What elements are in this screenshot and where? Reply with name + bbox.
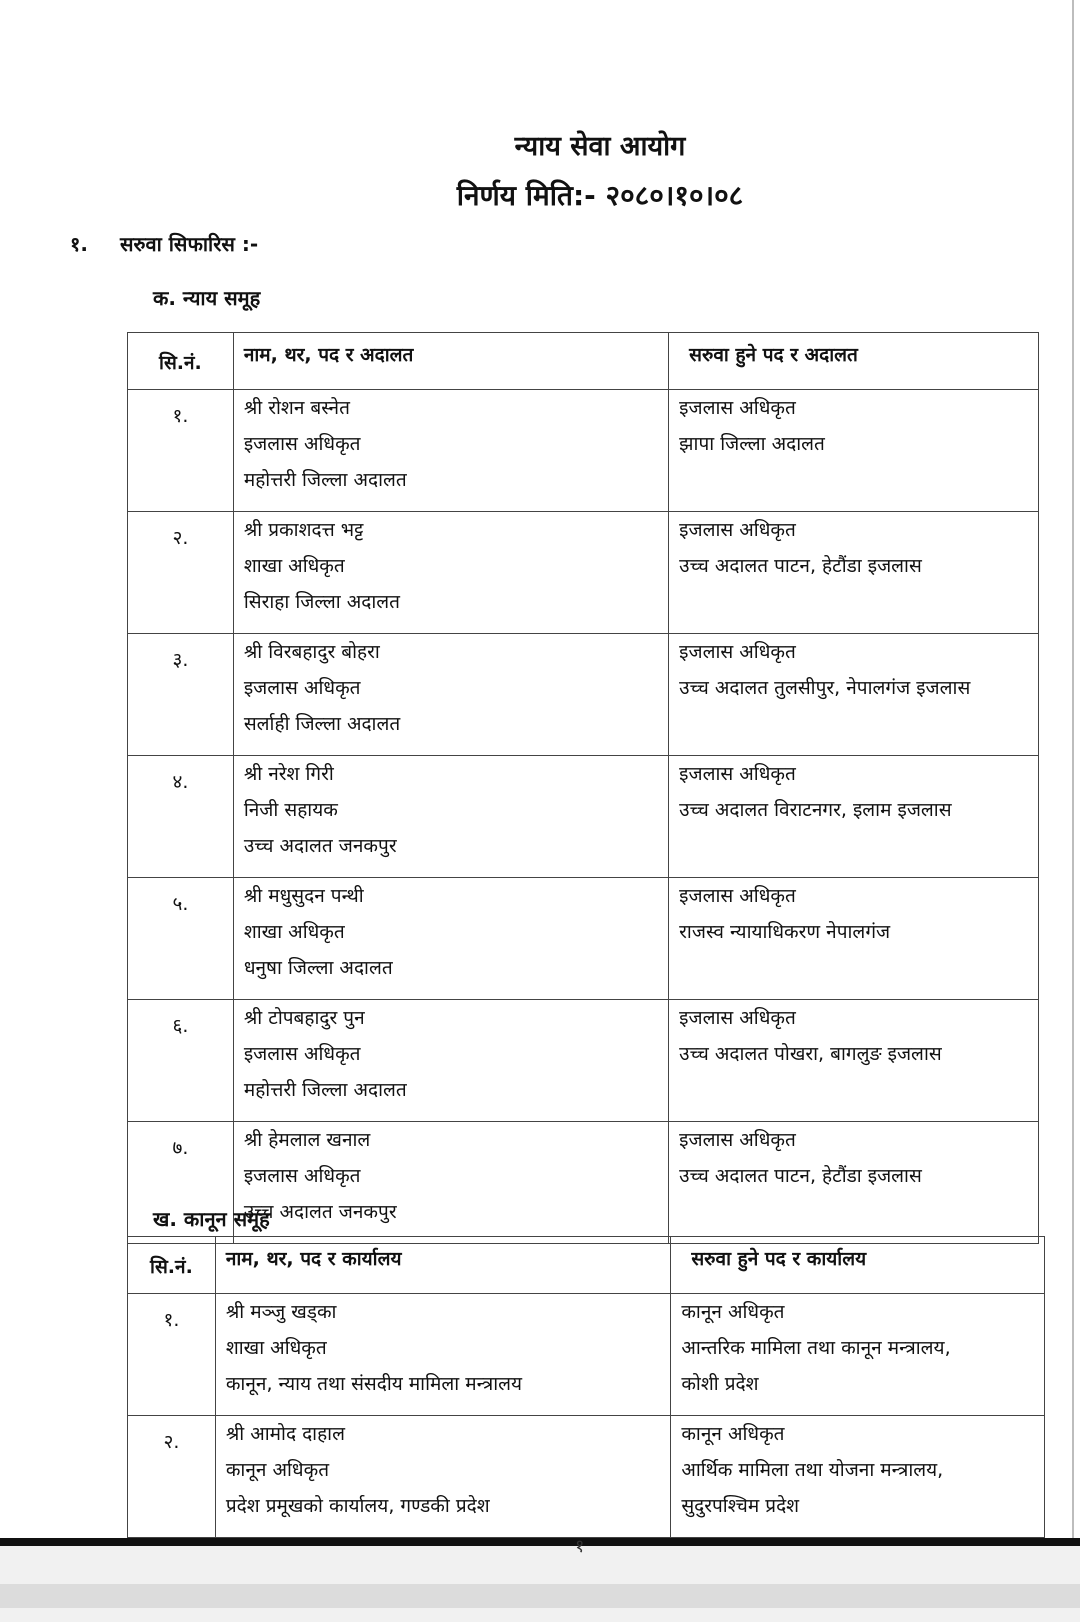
page-title: न्याय सेवा आयोग (514, 131, 686, 162)
row-name: श्री टोपबहादुर पुन (243, 1007, 365, 1029)
viewer-bar (0, 1584, 1080, 1608)
table-row (128, 878, 1039, 1000)
row-sn: १. (172, 405, 189, 427)
group-b-title: ख. कानून समूह (153, 1207, 270, 1231)
row-to-office: उच्च अदालत विराटनगर, इलाम इजलास (679, 799, 952, 821)
row-to-post: कानून अधिकृत (681, 1423, 785, 1445)
row-sn: २. (172, 527, 189, 549)
row-sn: ६. (172, 1015, 189, 1037)
row-to-office: उच्च अदालत पाटन, हेटौंडा इजलास (679, 1165, 922, 1187)
group-a-title: क. न्याय समूह (153, 286, 261, 310)
row-name: श्री रोशन बस्नेत (243, 397, 350, 419)
row-sn: ५. (172, 893, 189, 915)
col-header-sn: सि.नं. (128, 333, 234, 390)
row-office: कानून, न्याय तथा संसदीय मामिला मन्त्रालय (225, 1373, 523, 1395)
table-row (128, 1294, 1045, 1416)
row-office: सर्लाही जिल्ला अदालत (243, 713, 401, 735)
row-to-post: इजलास अधिकृत (679, 1129, 796, 1151)
row-to-post: इजलास अधिकृत (679, 885, 796, 907)
row-to-post: इजलास अधिकृत (679, 397, 796, 419)
row-post: इजलास अधिकृत (243, 1165, 361, 1187)
row-to-post: कानून अधिकृत (681, 1301, 785, 1323)
table-header-row (128, 333, 1039, 390)
row-name: श्री प्रकाशदत्त भट्ट (243, 519, 364, 541)
section-label: सरुवा सिफारिस :- (120, 232, 259, 256)
table-row (128, 512, 1039, 634)
col-header-transfer: सरुवा हुने पद र कार्यालय (671, 1237, 1045, 1294)
row-to-office: उच्च अदालत पाटन, हेटौंडा इजलास (679, 555, 922, 577)
table-row (128, 390, 1039, 512)
col-header-name: नाम, थर, पद र अदालत (233, 333, 668, 390)
table-row (128, 1000, 1039, 1122)
row-to-office: झापा जिल्ला अदालत (679, 433, 825, 455)
decision-date: निर्णय मिति:- २०८०।१०।०८ (456, 179, 744, 212)
row-sn: ३. (172, 649, 189, 671)
row-name: श्री हेमलाल खनाल (243, 1129, 371, 1151)
row-to-office: उच्च अदालत पोखरा, बागलुङ इजलास (679, 1043, 942, 1065)
section-number: १. (70, 232, 88, 256)
row-post: शाखा अधिकृत (243, 555, 345, 577)
row-office: उच्च अदालत जनकपुर (243, 1201, 397, 1223)
row-sn: ४. (172, 771, 189, 793)
row-office: महोत्तरी जिल्ला अदालत (243, 1079, 407, 1101)
row-to-post: इजलास अधिकृत (679, 763, 796, 785)
row-name: श्री नरेश गिरी (243, 763, 334, 785)
row-to-office-2: सुदुरपश्चिम प्रदेश (681, 1495, 800, 1517)
group-b-table (127, 1236, 1045, 1538)
row-office: प्रदेश प्रमूखको कार्यालय, गण्डकी प्रदेश (225, 1495, 490, 1517)
row-name: श्री मञ्जु खड्का (225, 1301, 337, 1323)
row-to-office-2: कोशी प्रदेश (681, 1373, 759, 1395)
row-post: इजलास अधिकृत (243, 1043, 361, 1065)
row-office: धनुषा जिल्ला अदालत (243, 957, 393, 979)
table-row (128, 1416, 1045, 1538)
row-office: महोत्तरी जिल्ला अदालत (243, 469, 407, 491)
row-post: कानून अधिकृत (225, 1459, 330, 1481)
table-header-row (128, 1237, 1045, 1294)
row-to-post: इजलास अधिकृत (679, 641, 796, 663)
col-header-sn: सि.नं. (128, 1237, 216, 1294)
table-row (128, 634, 1039, 756)
row-office: उच्च अदालत जनकपुर (243, 835, 397, 857)
row-office: सिराहा जिल्ला अदालत (243, 591, 401, 613)
row-sn: १. (163, 1309, 180, 1331)
row-to-post: इजलास अधिकृत (679, 1007, 796, 1029)
row-to-office: आर्थिक मामिला तथा योजना मन्त्रालय, (681, 1459, 944, 1481)
row-post: निजी सहायक (243, 799, 338, 821)
col-header-name: नाम, थर, पद र कार्यालय (215, 1237, 670, 1294)
row-sn: २. (163, 1431, 180, 1453)
row-post: शाखा अधिकृत (225, 1337, 327, 1359)
row-post: इजलास अधिकृत (243, 677, 361, 699)
group-a-table (127, 332, 1039, 1244)
row-post: इजलास अधिकृत (243, 433, 361, 455)
row-post: शाखा अधिकृत (243, 921, 345, 943)
row-to-office: उच्च अदालत तुलसीपुर, नेपालगंज इजलास (679, 677, 971, 699)
row-to-post: इजलास अधिकृत (679, 519, 796, 541)
row-to-office: आन्तरिक मामिला तथा कानून मन्त्रालय, (681, 1337, 951, 1359)
page-number: १ (575, 1536, 585, 1557)
page-bottom-edge (0, 1538, 1080, 1546)
row-to-office: राजस्व न्यायाधिकरण नेपालगंज (679, 921, 891, 943)
row-sn: ७. (172, 1137, 189, 1159)
row-name: श्री मधुसुदन पन्थी (243, 885, 364, 907)
col-header-transfer: सरुवा हुने पद र अदालत (669, 333, 1039, 390)
row-name: श्री आमोद दाहाल (225, 1423, 345, 1445)
table-row (128, 756, 1039, 878)
row-name: श्री विरबहादुर बोहरा (243, 641, 380, 663)
